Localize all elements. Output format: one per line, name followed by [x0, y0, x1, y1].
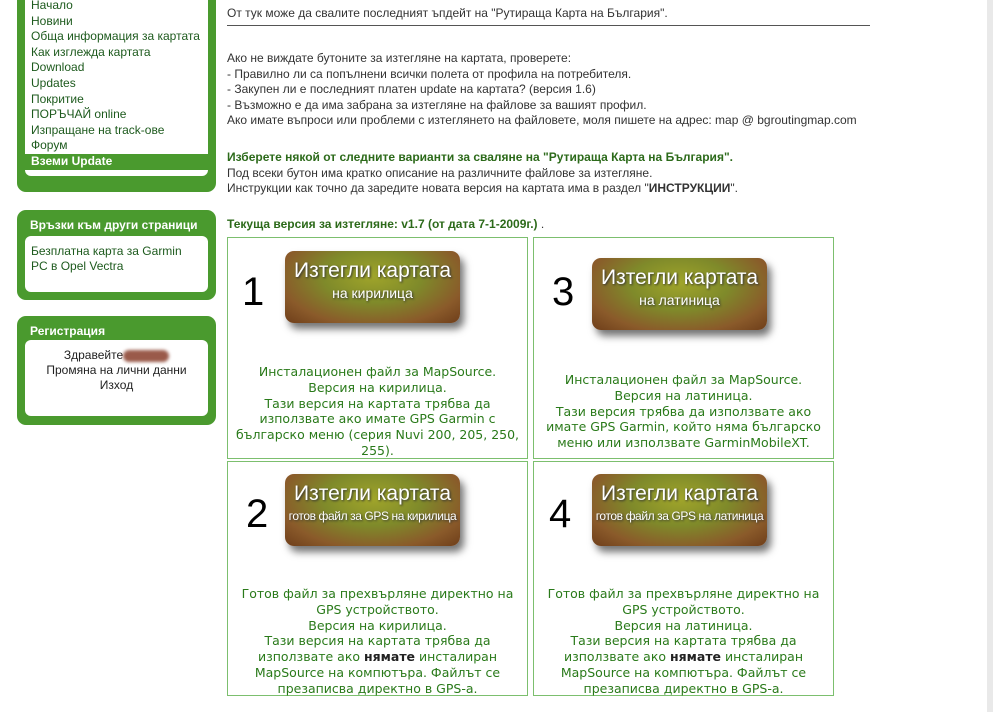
sidebar-menu-list	[25, 0, 208, 176]
logout-link[interactable]: Изход	[99, 378, 134, 392]
desc-line: меню или използвате GarminMobileXT.	[557, 435, 810, 451]
download-cyrillic-button[interactable]	[285, 251, 460, 323]
checklist-line: - Правилно ли са попълнени всички полета от профила на потребителя.	[227, 66, 632, 81]
download-cell-gps-cyrillic	[227, 461, 528, 696]
menu-item-coverage[interactable]: Покритие	[31, 91, 84, 106]
desc-line: презаписва директно в GPS-а.	[583, 680, 784, 696]
menu-item-home[interactable]: Начало	[31, 0, 73, 12]
desc-line: Тази версия на картата трябва да	[264, 633, 491, 649]
desc-line: Готов файл за прехвърляне директно на	[547, 586, 820, 601]
download-description	[232, 586, 523, 697]
menu-item-send-tracks[interactable]: Изпращане на track-ове	[31, 122, 165, 137]
sidebar-registration-box	[17, 316, 216, 425]
desc-line: Тази версия трябва да използвате ако	[555, 403, 812, 419]
desc-line: GPS устройството.	[316, 601, 439, 617]
download-description	[538, 586, 829, 697]
desc-prefix: използвате ако	[257, 649, 364, 665]
menu-item-download[interactable]: Download	[31, 60, 85, 75]
button-title: Изтегли картата	[600, 482, 758, 505]
links-box-content	[25, 236, 208, 292]
download-description	[538, 372, 829, 451]
menu-item-map-info[interactable]: Обща информация за картата	[31, 29, 200, 44]
download-checklist	[227, 51, 857, 129]
checklist-line: Ако не виждате бутоните за изтегляне на картата, проверете:	[227, 51, 572, 65]
checklist-line: - Възможно е да има забрана за изтегляне на файлове за вашият профил.	[227, 97, 647, 112]
checklist-line: Ако имате въпроси или проблеми с изтеглянето на файловете, моля пишете на адрес: map @ bgroutingmap.com	[227, 113, 857, 127]
sidebar-menu-box	[17, 0, 216, 192]
edit-profile-link[interactable]: Промяна на лични данни	[46, 363, 187, 377]
desc-line: MapSource на компютъра. Файлът се	[254, 664, 501, 680]
choose-line-3	[227, 181, 738, 197]
instructions-label: ИНСТРУКЦИИ	[648, 181, 731, 195]
download-cell-latin	[533, 237, 834, 459]
link-line-1: Безплатна карта за Garmin	[31, 244, 182, 258]
desc-line	[232, 649, 523, 665]
registration-box-content	[25, 340, 208, 416]
download-cell-gps-latin	[533, 461, 834, 696]
menu-item-updates[interactable]: Updates	[31, 75, 76, 90]
redacted-username	[123, 350, 169, 362]
desc-suffix: инсталиран	[721, 649, 804, 665]
desc-line: Версия на латиница.	[614, 387, 753, 403]
menu-item-forum[interactable]: Форум	[31, 138, 68, 153]
menu-item-order-online[interactable]: ПОРЪЧАЙ online	[31, 107, 127, 122]
choose-line-2: Под всеки бутон има кратко описание на различните файлове за изтегляне.	[227, 165, 653, 180]
desc-line: MapSource на компютъра. Файлът се	[560, 664, 807, 680]
desc-line: Тази версия на картата трябва да	[570, 633, 797, 649]
desc-line: имате GPS Garmin, който няма българско	[546, 419, 821, 435]
link-line-2: PC в Opel Vectra	[31, 259, 124, 273]
option-number: 4	[549, 492, 572, 536]
desc-line: GPS устройството.	[622, 601, 745, 617]
checklist-line: - Закупен ли е последният платен update на картата? (версия 1.6)	[227, 82, 596, 96]
choose-line-3-prefix: Инструкции как точно да заредите новата версия на картата има в раздел "	[227, 181, 649, 195]
menu-item-news[interactable]: Новини	[31, 13, 73, 28]
download-gps-latin-button[interactable]	[592, 474, 767, 546]
desc-line: Версия на кирилица.	[308, 617, 447, 633]
desc-line: 255).	[361, 442, 394, 458]
greeting	[25, 348, 208, 363]
desc-line: Версия на латиница.	[614, 617, 753, 633]
menu-item-get-update[interactable]: Вземи Update	[25, 154, 208, 170]
desc-line: Инсталационен файл за MapSource.	[258, 364, 497, 379]
current-version-line	[227, 217, 544, 231]
download-description	[232, 364, 523, 459]
desc-line	[538, 649, 829, 665]
links-box-title: Връзки към други страници	[30, 218, 198, 232]
desc-line: Готов файл за прехвърляне директно на	[241, 586, 514, 601]
current-version: Текуща версия за изтегляне: v1.7 (от дата 7-1-2009г.)	[227, 217, 538, 231]
button-title: Изтегли картата	[293, 482, 451, 505]
download-latin-button[interactable]	[592, 258, 767, 330]
desc-line: българско меню (серия Nuvi 200, 205, 250,	[235, 427, 520, 443]
link-free-garmin-map[interactable]	[31, 244, 202, 274]
desc-line: Инсталационен файл за MapSource.	[564, 372, 803, 387]
desc-prefix: използвате ако	[563, 649, 670, 665]
registration-box-title: Регистрация	[30, 324, 106, 338]
button-title: Изтегли картата	[293, 259, 451, 282]
button-subtitle: готов файл за GPS на латиница	[595, 509, 764, 523]
button-subtitle: готов файл за GPS на кирилица	[288, 509, 457, 523]
menu-item-map-look[interactable]: Как изглежда картата	[31, 44, 151, 59]
page-scroll-gutter	[987, 0, 993, 712]
download-gps-cyrillic-button[interactable]	[285, 474, 460, 546]
desc-suffix: инсталиран	[415, 649, 498, 665]
option-number: 1	[242, 270, 265, 314]
button-title: Изтегли картата	[600, 266, 758, 289]
divider	[227, 25, 870, 26]
desc-line: презаписва директно в GPS-а.	[277, 680, 478, 696]
greeting-text: Здравейте	[63, 348, 124, 362]
button-subtitle: на кирилица	[332, 285, 413, 301]
desc-line: Тази версия на картата трябва да	[264, 395, 491, 411]
intro-text: От тук може да свалите последният ъпдейт на "Рутираща Карта на България".	[227, 6, 668, 20]
desc-line: използвате ако имате GPS Garmin с	[259, 411, 496, 427]
sidebar-links-box	[17, 210, 216, 300]
button-subtitle: на латиница	[639, 292, 720, 308]
option-number: 3	[552, 270, 575, 314]
choose-heading: Изберете някой от следните варианти за сваляне на "Рутираща Карта на България".	[227, 150, 733, 164]
current-version-suffix: .	[537, 217, 545, 231]
choose-line-3-suffix: ".	[730, 181, 738, 195]
desc-line: Версия на кирилица.	[308, 379, 447, 395]
download-cell-cyrillic	[227, 237, 528, 459]
desc-bold-word: нямате	[670, 649, 722, 665]
choose-variant-text	[227, 150, 738, 197]
desc-bold-word: нямате	[364, 649, 416, 665]
option-number: 2	[246, 492, 269, 536]
